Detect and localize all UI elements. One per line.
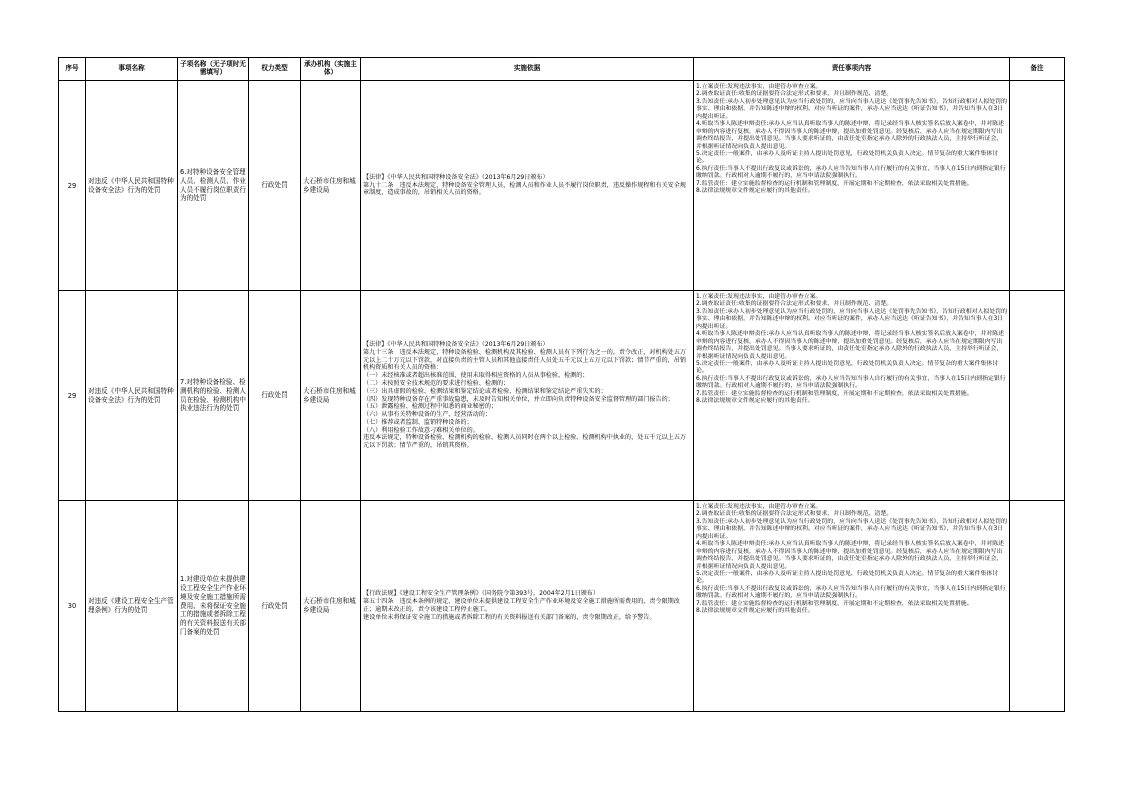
resp-line: 2.调查取证责任:收集的证据要符合法定形式和要求，并且制作规范、清楚。 xyxy=(696,301,893,308)
resp-line: 1.立案责任:发现违法事实，由建管办审查立案。 xyxy=(696,294,822,300)
item-name: 对违反《建设工程安全生产管理条例》行为的处罚 xyxy=(86,501,178,712)
table-row xyxy=(59,501,1065,712)
resp-line: 8.法律法规规章文件规定应履行的其他责任。 xyxy=(696,188,814,195)
legal-basis xyxy=(361,291,694,501)
resp-line: 3.告知责任:承办人初步处理意见认为应当行政处罚的，应当向当事人送达《处罚事先告知书》，告知行政相对人拟处罚的事实、理由和依据，并告知陈述申辩的权利。对应当听证的案件，承办人应当送达《听证告知书》，并告知当事人在3日内提出听证。 xyxy=(696,518,1007,540)
basis-line: 第九十二条 违反本法规定，特种设备安全管理人员、检测人员和作业人员不履行岗位职责，违反操作规程和有关安全规章制度，造成事故的，吊销相关人员的资格。 xyxy=(363,181,686,197)
table-row xyxy=(59,81,1065,291)
resp-line: 8.法律法规规章文件规定应履行的其他责任。 xyxy=(696,608,814,615)
responsibility-content xyxy=(694,81,1010,291)
basis-line: 【法律】《中华人民共和国特种设备安全法》（2013年6月29日颁布） xyxy=(363,340,549,348)
basis-line: 【行政法规】《建设工程安全生产管理条例》（国务院令第393号，2004年2月1日颁布） xyxy=(363,590,599,598)
basis-line: （一）未经核准或者超出核准范围、使用未取得相应资格的人员从事检验、检测的； xyxy=(363,372,589,380)
sub-item-name: 6.对特种设备安全管理人员、检测人员、作业人员不履行岗位职责行为的处罚 xyxy=(178,81,249,291)
resp-line: 3.告知责任:承办人初步处理意见认为应当行政处罚的，应当向当事人送达《处罚事先告知书》，告知行政相对人拟处罚的事实、理由和依据，并告知陈述申辩的权利。对应当听证的案件，承办人应当送达《听证告知书》，并告知当事人在3日内提出听证。 xyxy=(696,308,1007,330)
table-row xyxy=(59,291,1065,501)
legal-basis xyxy=(361,81,694,291)
resp-line: 7.监管责任：建立实施监督检查的运行机制和管理制度，开展定期和不定期检查，依法采取相关处置措施。 xyxy=(696,600,973,607)
basis-line: 建设单位未将保证安全施工的措施或者拆除工程的有关资料报送有关部门备案的，责令限期改正，给予警告。 xyxy=(363,613,656,621)
row-number: 30 xyxy=(59,501,86,712)
resp-line: 4.听取当事人陈述申辩责任:承办人应当认真听取当事人的陈述申辩，将记录经当事人核实签名后放入案卷中，并对陈述申辩的内容进行复核，承办人不得因当事人的陈述申辩，提出加重处罚意见。经复核后，承办人应当在规定期限内写出调查终结报告，并提出处罚意见。当事人要求听证的，由责任处室指定承办人除外的行政执法人员，主持举行听证会，并根据听证情况向负责人提出意见。 xyxy=(696,121,1005,150)
organization: 大石桥市住房和城乡建设局 xyxy=(301,501,361,712)
resp-line: 7.监管责任：建立实施监督检查的运行机制和管理制度，开展定期和不定期检查，依法采取相关处置措施。 xyxy=(696,390,973,397)
power-type: 行政处罚 xyxy=(249,291,301,501)
resp-line: 7.监管责任：建立实施监督检查的运行机制和管理制度，开展定期和不定期检查，依法采取相关处置措施。 xyxy=(696,180,973,187)
note xyxy=(1010,81,1065,291)
row-number: 29 xyxy=(59,291,86,501)
resp-line: 5.决定责任:一般案件，由承办人及听证主持人提出处罚意见，行政处罚机关负责人决定。情节复杂的重大案件集体讨论。 xyxy=(696,570,999,585)
resp-line: 2.调查取证责任:收集的证据要符合法定形式和要求，并且制作规范、清楚。 xyxy=(696,91,893,98)
item-name: 对违反《中华人民共和国特种设备安全法》行为的处罚 xyxy=(86,291,178,501)
basis-line: 第五十四条 违反本条例的规定，建设单位未提供建设工程安全生产作业环境及安全施工措施所需费用的，责令限期改正；逾期未改正的，责令该建设工程停止施工。 xyxy=(363,598,680,613)
basis-line: （三）出具虚假的检验、检测结果和鉴定结论或者检验、检测结果和鉴定结论严重失实的； xyxy=(363,387,607,395)
item-name: 对违反《中华人民共和国特种设备安全法》行为的处罚 xyxy=(86,81,178,291)
header-item-name: 事项名称 xyxy=(86,58,178,81)
basis-line: 违反本法规定，特种设备检验、检测机构的检验、检测人员同时在两个以上检验、检测机构中执业的，处五千元以上五万元以下罚款；情节严重的，吊销其资格。 xyxy=(363,434,686,450)
legal-basis xyxy=(361,501,694,712)
organization: 大石桥市住房和城乡建设局 xyxy=(301,81,361,291)
power-type: 行政处罚 xyxy=(249,501,301,712)
organization: 大石桥市住房和城乡建设局 xyxy=(301,291,361,501)
basis-line: （二）未按照安全技术规范的要求进行检验、检测的； xyxy=(363,379,510,387)
resp-line: 5.决定责任:一般案件，由承办人及听证主持人提出处罚意见，行政处罚机关负责人决定。情节复杂的重大案件集体讨论。 xyxy=(696,360,999,375)
resp-line: 1.立案责任:发现违法事实，由建管办审查立案。 xyxy=(696,84,822,90)
note xyxy=(1010,291,1065,501)
responsibility-content xyxy=(694,501,1010,712)
power-list-table xyxy=(58,57,1065,712)
header-note: 备注 xyxy=(1010,58,1065,81)
header-sub-item: 子项名称（无子项时无需填写） xyxy=(178,58,249,81)
resp-line: 5.决定责任:一般案件，由承办人及听证主持人提出处罚意见，行政处罚机关负责人决定。情节复杂的重大案件集体讨论。 xyxy=(696,150,999,165)
resp-line: 6.执行责任:当事人不提出行政复议或诉讼的，承办人应当告知当事人自行履行的有关事宜，当事人在15日内到指定银行缴纳罚款。行政相对人逾期不履行的，应当申请法院强制执行。 xyxy=(696,375,1006,390)
header-power-type: 权力类型 xyxy=(249,58,301,81)
resp-line: 4.听取当事人陈述申辩责任:承办人应当认真听取当事人的陈述申辩，将记录经当事人核实签名后放入案卷中，并对陈述申辩的内容进行复核，承办人不得因当事人的陈述申辩，提出加重处罚意见。经复核后，承办人应当在规定期限内写出调查终结报告，并提出处罚意见。当事人要求听证的，由责任处室指定承办人除外的行政执法人员，主持举行听证会，并根据听证情况向负责人提出意见。 xyxy=(696,331,1005,360)
basis-line: （五）泄露检验、检测过程中知悉的商业秘密的； xyxy=(363,403,498,411)
resp-line: 6.执行责任:当事人不提出行政复议或诉讼的，承办人应当告知当事人自行履行的有关事宜，当事人在15日内到指定银行缴纳罚款。行政相对人逾期不履行的，应当申请法院强制执行。 xyxy=(696,585,1006,600)
basis-line: （八）利用检验工作故意刁难相关单位的。 xyxy=(363,426,479,434)
basis-line: （七）推荐或者监制、监销特种设备的； xyxy=(363,418,473,426)
basis-line: 【法律】《中华人民共和国特种设备安全法》（2013年6月29日颁布） xyxy=(363,173,549,181)
row-number: 29 xyxy=(59,81,86,291)
header-row xyxy=(59,58,1065,81)
sub-item-name: 7.对特种设备检验、检测机构的检验、检测人员在检验、检测机构中执业违法行为的处罚 xyxy=(178,291,249,501)
resp-line: 6.执行责任:当事人不提出行政复议或诉讼的，承办人应当告知当事人自行履行的有关事宜，当事人在15日内到指定银行缴纳罚款。行政相对人逾期不履行的，应当申请法院强制执行。 xyxy=(696,165,1006,180)
sub-item-name: 1.对建设单位未提供建设工程安全生产作业环境及安全施工措施所需费用、未将保证安全施工的措施或者拆除工程的有关资料报送有关部门备案的处罚 xyxy=(178,501,249,712)
basis-line: 第九十三条 违反本法规定，特种设备检验、检测机构及其检验、检测人员有下列行为之一的，责令改正，对机构处五万元以上二十万元以下罚款，对直接负责的主管人员和其他直接责任人员处五千元以上五万元以下罚款；情节严重的，吊销机构资质和有关人员的资格： xyxy=(363,348,686,372)
note xyxy=(1010,501,1065,712)
header-responsibility: 责任事项内容 xyxy=(694,58,1010,81)
header-no: 序号 xyxy=(59,58,86,81)
header-basis: 实施依据 xyxy=(361,58,694,81)
resp-line: 3.告知责任:承办人初步处理意见认为应当行政处罚的，应当向当事人送达《处罚事先告知书》，告知行政相对人拟处罚的事实、理由和依据，并告知陈述申辩的权利。对应当听证的案件，承办人应当送达《听证告知书》，并告知当事人在3日内提出听证。 xyxy=(696,98,1007,120)
power-type: 行政处罚 xyxy=(249,81,301,291)
header-organization: 承办机构（实施主体） xyxy=(301,58,361,81)
resp-line: 2.调查取证责任:收集的证据要符合法定形式和要求，并且制作规范、清楚。 xyxy=(696,511,893,518)
responsibility-content xyxy=(694,291,1010,501)
resp-line: 4.听取当事人陈述申辩责任:承办人应当认真听取当事人的陈述申辩，将记录经当事人核实签名后放入案卷中，并对陈述申辩的内容进行复核，承办人不得因当事人的陈述申辩，提出加重处罚意见。经复核后，承办人应当在规定期限内写出调查终结报告，并提出处罚意见。当事人要求听证的，由责任处室指定承办人除外的行政执法人员，主持举行听证会，并根据听证情况向负责人提出意见。 xyxy=(696,541,1005,570)
resp-line: 8.法律法规规章文件规定应履行的其他责任。 xyxy=(696,398,814,405)
basis-line: （六）从事有关特种设备的生产、经营活动的； xyxy=(363,411,491,419)
resp-line: 1.立案责任:发现违法事实，由建管办审查立案。 xyxy=(696,504,822,510)
basis-line: （四）发现特种设备存在严重事故隐患，未及时告知相关单位，并立即向负责特种设备安全监督管理的部门报告的； xyxy=(363,395,674,403)
